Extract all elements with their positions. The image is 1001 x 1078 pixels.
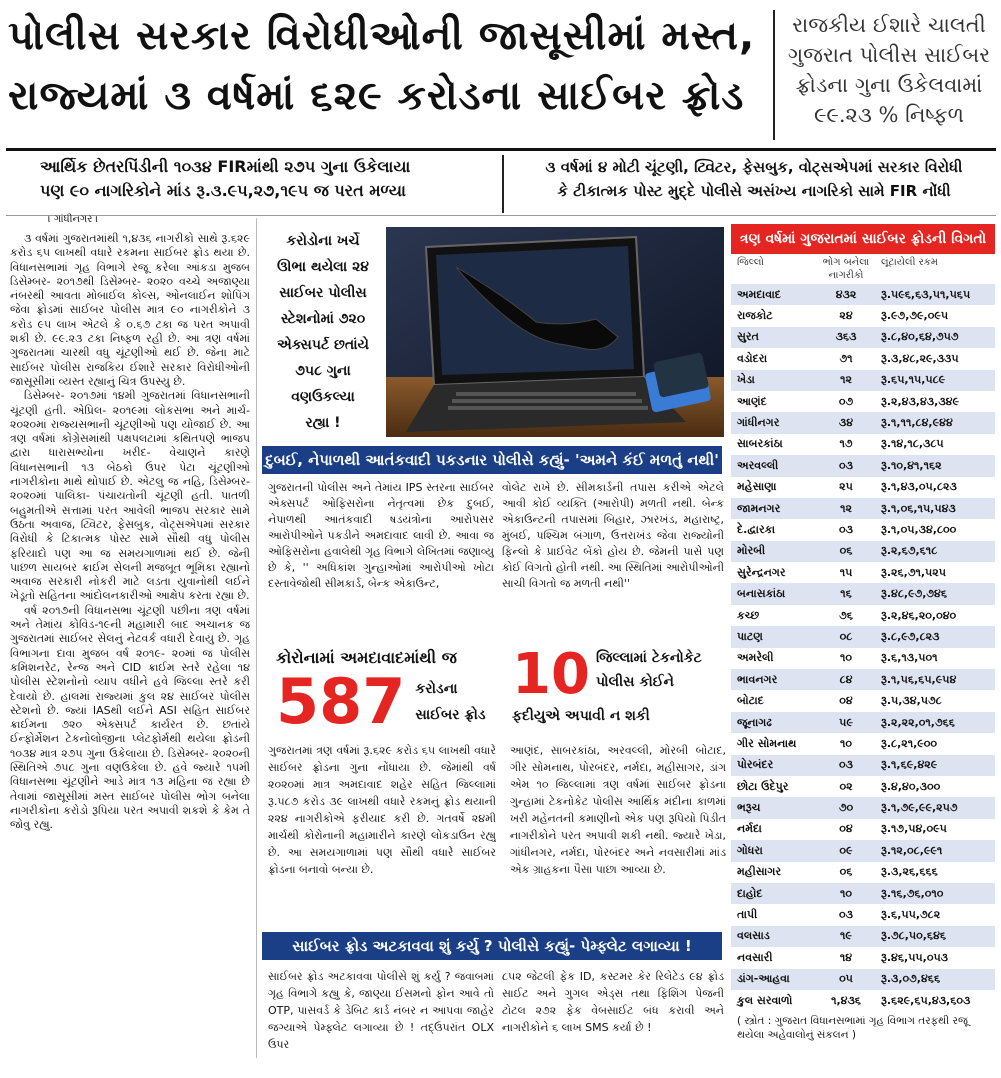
district-cell: કચ્છ — [737, 608, 760, 622]
box-kicker: કોરોનામાં અમદાવાદમાંથી જ — [276, 648, 457, 667]
table-row — [731, 434, 995, 455]
table-header — [731, 254, 995, 284]
victims-cell: ૧૭ — [839, 437, 853, 451]
table-row — [731, 904, 995, 925]
table-row — [731, 669, 995, 690]
district-cell: ડાંગ-આહવા — [737, 972, 790, 986]
amount-cell: રૂ.૨,૬૭,૬૧૮ — [881, 544, 938, 558]
headline-divider — [773, 10, 775, 140]
article-paragraph: વર્ષ ૨૦૧૭ની વિધાનસભા ચૂંટણી પછીના ત્રણ વર્ષમાં અને તેમાંય કોવિડ-૧૯ની મહામારી બાદ અચાનક જ ગુજરાતમાં સાઈબર સેલનું નેટવર્ક વધારી દેવાયુ છે. ગૃહ વિભાગના દાવા મુજબ વર્ષ ૨૦૧૯- ૨૦માં જ પોલીસ કમિશનરેટ, રેન્જ અને CID ક્રાઈમ સ્તરે રહેલા ૧૪ પોલીસ સ્ટેશનોનો વ્યાપ વધીને હવે જિલ્લા સ્તરે કરી દેવાયો છે. હાલમાં રાજ્યમાં કુલ ૨૪ સાઈબર પોલીસ સ્ટેશનો છે. જ્યાં IASથી લઈને ASI સહિત સાઈબર ક્રાઈમના ૭૨૦ એક્સપર્ટ કાર્યરત છે. છતાંયે ઈન્ફોર્મેશન ટેકનોલોજીના પ્લેટફોર્મથી થયેલા ફ્રોડની ૧૦૩૪ માત્ર ૨૭૫ ગુના ઉકેલાયા છે. ડિસેમ્બર- ૨૦૨૦ની સ્થિતિએ ૭૫૮ ગુના વણઉકેલા છે. હવે જ્યારે ૧૫મી વિધાનસભા ચૂંટણીને આડે માત્ર ૧૩ મહિના જ રહ્યા છે તેવામાં જાસૂસીમાં મસ્ત સાઈબર પોલીસ ભોગ બનેલા નાગરીકોના કરોડો રૂપિયા પરત અપાવી શકશે કે કેમ તે જોવુ રહ્યુ. — [10, 603, 250, 832]
table-body — [731, 284, 995, 1011]
victims-cell: ૪૩૨ — [835, 287, 857, 301]
table-source: ( સ્ત્રોત : ગુજરાત વિધાનસભામાં ગૃહ વિભાગ તરફથી રજૂ થયેલા અહેવાલોનું સંકલન ) — [737, 1015, 968, 1042]
table-row — [731, 348, 995, 369]
main-headline — [8, 6, 768, 126]
victims-cell: ૦૯ — [839, 843, 853, 857]
table-row — [731, 862, 995, 883]
victims-cell: ૦૨ — [839, 779, 853, 793]
amount-cell: રૂ.૧૨,૦૮,૯૯૧ — [881, 843, 943, 857]
amount-cell: રૂ.૧૭,૫૪,૦૯૫ — [881, 822, 947, 836]
district-cell: પાટણ — [737, 629, 763, 643]
district-cell: ભરૂચ — [737, 801, 761, 815]
amount-cell: રૂ.૧,૧૧,૮૪,૯૪૪ — [881, 416, 953, 430]
victims-cell: ૩૬૩ — [835, 330, 857, 344]
amount-cell: રૂ.૧૪,૧૮,૩૮૫ — [881, 437, 944, 451]
table-row — [731, 690, 995, 711]
district-cell: મહીસાગર — [737, 865, 782, 879]
column-header-amount: લૂંટાયેલી રકમ — [881, 257, 938, 268]
district-cell: ગાંધીનગર — [737, 416, 780, 430]
victims-cell: ૦૮ — [839, 629, 853, 643]
table-row — [731, 969, 995, 990]
district-cell: અરવલ્લી — [737, 458, 779, 472]
amount-cell: રૂ.૩,૦૭,૪૬૬ — [881, 972, 941, 986]
district-cell: સુરત — [737, 330, 759, 344]
side-headline-line: ગુજરાત પોલીસ સાઈબર — [787, 43, 991, 67]
victims-cell: ૦૩ — [839, 458, 853, 472]
victims-cell: ૦૪ — [839, 822, 853, 836]
victims-cell: ૦૫ — [839, 972, 853, 986]
district-cell: મહેસાણા — [737, 480, 777, 494]
table-row — [731, 648, 995, 669]
victims-cell: ૧૫ — [839, 565, 853, 579]
table-row — [731, 990, 995, 1011]
amount-cell: રૂ.૮,૯૭,૮૨૩ — [881, 629, 940, 643]
victims-cell: ૭૬ — [839, 608, 853, 622]
table-row — [731, 776, 995, 797]
district-cell: નર્મદા — [737, 822, 762, 836]
cyber-fraud-photo — [386, 227, 724, 437]
district-fraud-table — [731, 224, 995, 1045]
table-row — [731, 370, 995, 391]
box-unit-1: કરોડના — [415, 681, 458, 697]
photo-caption — [262, 228, 384, 436]
table-row — [731, 883, 995, 904]
amount-cell: રૂ.૧,૫૬,૬૫,૯૫૪ — [881, 672, 957, 686]
subhead-left — [10, 155, 504, 213]
victims-cell: ૦૭ — [838, 394, 854, 408]
box-right-line-3: ફદીયુએ અપાવી ન શકી — [512, 708, 650, 724]
table-row — [731, 477, 995, 498]
main-article-column — [10, 232, 250, 1062]
amount-cell: રૂ.૩,૪૮,૨૯,૩૩૫ — [881, 351, 959, 365]
amount-cell: રૂ.૯૭,૭૯,૦૯૫ — [881, 309, 949, 323]
side-headline-line: ૯૯.૨૩ % નિષ્ફળ — [813, 103, 965, 127]
district-cell: ગોધરા — [737, 843, 763, 857]
district-cell: વલસાડ — [737, 929, 770, 943]
article-paragraph: ૩ વર્ષમાં ગુજરાતમાંથી ૧,૪૩૬ નાગરીકો સાથે રૂ.૬૨૯ કરોડ ૬૫ લાખથી વધારે રકમના સાઈબર ફ્રોડ થયા છે. વિધાનસભામાં ગૃહ વિભાગે રજૂ કરેલા આંકડા મુજબ ડિસેમ્બર- ૨૦૧૭થી ડિસેમ્બર- ૨૦૨૦ વચ્ચે અજાણ્યા નંબરથી આવતા મોબાઈલ કોલ્સ, ઓનલાઈન શોપિંગ જેવા ફ્રોડમાં સાઈબર પોલીસ માત્ર ૯૦ નાગરીકોને ૩ કરોડ ૯૫ લાખ એટલે કે ૦.૬૭ ટકા જ પરત અપાવી શકી છે. ૯૯.૨૩ ટકા નિષ્ફળ રહી છે. આ ત્રણ વર્ષમાં ગુજરાતમાં ચારથી વધુ ચૂંટણીઓ થઈ છે. જેના માટે સાઈબર પોલીસ રાજકિય ઈશારે સરકાર વિરોધીઓની જાસૂસીમાં વ્યસ્ત રહ્યાનું ચિત્ર ઉપસ્યુ છે. — [10, 232, 250, 388]
ten-districts-text: આણંદ, સાબરકાંઠા, અરવલ્લી, મોરબી બોટાદ, ગીર સોમનાથ, પોરબંદર, નર્મદા, મહીસાગર, ડાંગ એમ ૧૦ જિલ્લામાં ત્રણ વર્ષમાં સાઈબર ફ્રોડના ગુન્હામાં ટેકનોકેટ પોલીસ આર્થિક મંદીના કાળમાં ખરી મહેનતની કમાણીનો એક પણ રૂપિયો પિડીત નાગરીકોને પરત અપાવી શકી નથી. જ્યારે ખેડા, ગાંધીનગર, નર્મદા, પોરબંદર અને નવસારીમાં માંડ એક ગ્રાહકના પૈસા પાછા આવ્યા છે. — [510, 744, 726, 876]
district-cell: વડોદરા — [737, 351, 768, 365]
amount-cell: રૂ.૮,૨૧,૯૦૦ — [881, 736, 938, 750]
column-header-victims: ભોગ બનેલા નાગરીકો — [822, 257, 870, 281]
article-paragraph: ડિસેમ્બર- ૨૦૧૭માં ૧૪મી ગુજરાતમાં વિધાનસભાની ચૂંટણી હતી. એપ્રિલ- ૨૦૧૯માં લોકસભા અને માર્ચ- ૨૦૨૦માં રાજ્યસભાની ચૂંટણીઓ પણ યોજાઈ છે. આ ત્રણ વર્ષમાં કોંગ્રેસમાંથી પક્ષપલટામાં કથિતપણે ભાજપ દ્વારા ધારાસભ્યોના ખરીદ- વેચાણને કારણે વિધાનસભાની ૧૩ બેઠકો ઉપર પેટા ચૂંટણીઓ નાગરીકોના માથે થોપાઈ છે. એટલુ જ નહિ, ડિસેમ્બર- ૨૦૨૦માં પાલિકા- પંચાયતોની ચૂંટણી હતી. પાતળી બહુમતીએ સત્તામાં પરત આવેલી ભાજપ સરકાર સામે ઉઠતા અવાજ, ટ્વિટર, ફેસબુક, વોટ્સએપમાં સરકાર વિરોધી કે ટિકાત્મક પોસ્ટ સામે સૌથી વધુ પોલીસ ફરિયાદો પણ આ જ સમયગાળામાં થઈ છે. જેની પાછળ સાયબર ક્રાઈમ સેલની મજબૂત ભૂમિકા રહ્યાનો અવાજ સરકારી નોકરી માટે લડતા યુવાનોથી લઈને ખેડૂતો સહિતના આંદોલનકારીઓ આક્ષેપ કરતા રહ્યા છે. — [10, 389, 250, 603]
amount-cell: રૂ.૪,૪૦,૩૦૦ — [881, 779, 941, 793]
table-row — [731, 305, 995, 326]
table-row — [731, 391, 995, 412]
victims-cell: ૧૦ — [839, 736, 852, 750]
box-right-line-1: જિલ્લામાં ટેકનોકેટ — [595, 650, 702, 666]
subhead-right — [510, 155, 998, 213]
district-cell: ગીર સોમનાથ — [737, 736, 797, 750]
table-row — [731, 712, 995, 733]
victims-cell: ૫૯ — [839, 715, 853, 729]
table-row — [731, 455, 995, 476]
photo-caption-line: સાઈબર પોલીસ — [279, 285, 367, 301]
photo-caption-line: રહ્યા ! — [305, 415, 341, 431]
table-row — [731, 926, 995, 947]
subhead-right-line: કે ટીકાત્મક પોસ્ટ મુદ્દે પોલીસે અસંખ્ય નાગરિકો સામે FIR નોંધી — [557, 182, 951, 200]
table-title: ત્રણ વર્ષમાં ગુજરાતમાં સાઈબર ફ્રોડની વિગતો — [731, 224, 995, 254]
band2-text-right: ૮૫૨ જેટલી ફેક ID, કસ્ટમર કેર રિલેટેડ ૯૪ ફ્રોડ સાઈટ અને ગુગલ એડ્સ તથા ફિશિંગ પેજની ટોટલ ૨૭૨ ફેક વેબસાઈટ બંધ કરાવી અને નાગરીકોને ૬ લાખ SMS કર્યા છે ! — [502, 970, 724, 1034]
photo-caption-line: એક્સપર્ટ છતાંયે — [276, 337, 370, 353]
district-cell: જૂનાગઢ — [737, 715, 772, 729]
column-header-district: જિલ્લો — [737, 257, 764, 268]
district-cell: તાપી — [737, 908, 758, 922]
victims-cell: ૨૫ — [839, 480, 853, 494]
victims-cell: ૦૩ — [839, 908, 853, 922]
laptop-hand-illustration — [386, 227, 724, 437]
victims-cell: ૦૩ — [839, 758, 853, 772]
amount-cell: રૂ.૧,૬૯,૪૨૯ — [881, 758, 938, 772]
table-row — [731, 541, 995, 562]
subhead-right-line: ૩ વર્ષમાં ૪ મોટી ચૂંટણી, ટ્વિટર, ફેસબુક, વોટ્સએપમાં સરકાર વિરોધી — [545, 158, 963, 176]
headline-line-2: રાજ્યમાં ૩ વર્ષમાં ૬૨૯ કરોડના સાઈબર ફ્રોડ — [8, 73, 745, 119]
victims-cell: ૧૬ — [840, 587, 852, 601]
amount-cell: રૂ.૮,૪૦,૬૪,૭૫૭ — [881, 330, 959, 344]
district-cell: સુરેન્દ્રનગર — [737, 565, 786, 579]
amount-cell: રૂ.૨,૪૩,૪૩,૩૪૯ — [881, 394, 959, 408]
table-row — [731, 840, 995, 861]
table-row — [731, 412, 995, 433]
victims-cell: ૧૨ — [840, 501, 852, 515]
photo-caption-line: ઊભા થયેલા ૨૪ — [277, 259, 369, 275]
amount-cell: રૂ.૨૬,૭૧,૫૨૫ — [881, 565, 946, 579]
top-rule — [6, 148, 996, 151]
victims-cell: ૦૩ — [839, 522, 853, 536]
victims-cell: ૧૪ — [839, 950, 853, 964]
district-cell: જામનગર — [737, 501, 781, 515]
side-headline-line: ફ્રોડના ગુના ઉકેલવામાં — [795, 73, 983, 97]
district-cell: બનાસકાંઠા — [737, 587, 786, 601]
table-row — [731, 284, 995, 305]
victims-cell: ૨૪ — [839, 309, 853, 323]
amount-cell: રૂ.૧૦,૪૧,૧૬૨ — [881, 458, 942, 472]
district-cell: બોટાદ — [737, 694, 764, 708]
victims-cell: ૭૦ — [838, 801, 854, 815]
district-cell: અમદાવાદ — [737, 287, 781, 301]
victims-cell: ૭૧ — [839, 351, 853, 365]
headline-line-1: પોલીસ સરકાર વિરોધીઓની જાસૂસીમાં મસ્ત, — [8, 13, 756, 59]
victims-cell: ૧૯ — [840, 929, 852, 943]
table-row — [731, 583, 995, 604]
band1-text-left: ગુજરાતની પોલીસ અને તેમાંય IPS સ્તરના સાઈબર એક્સપર્ટ ઓફિસરોના નેતૃત્વમાં છેક દુબઈ, નેપાળથી આતંકવાદી ષડયંત્રોના આરોપસર આરોપીઓને પકડીને અમદાવાદ લાવી છે. આવા જ ઓફિસરોના હવાલેથી ગૃહ વિભાગે લેખિતમાં જણાવ્યુ છે કે, '' અધિકાંશ ગુન્હાઓમાં આરોપીઓ ખોટા દસ્તાવેજોથી સીમકાર્ડ, બેન્ક એકાઉન્ટ, — [268, 481, 494, 590]
district-cell: ભાવનગર — [737, 672, 778, 686]
table-row — [731, 626, 995, 647]
section-band-2: સાઈબર ફ્રોડ અટકાવવા શું કર્યુ ? પોલીસે કહ્યું- પેમ્ફ્લેટ લગાવ્યા ! — [262, 932, 722, 960]
box-right-line-2: પોલીસ કોઈને — [595, 674, 674, 690]
photo-caption-line: ૭૫૮ ગુના — [295, 363, 351, 379]
side-headline — [784, 10, 994, 130]
amount-cell: રૂ.૧,૭૯,૯૯,૨૫૭ — [881, 801, 958, 815]
amount-cell: રૂ.૫૯૬,૬૩,૫૧,૫૬૫ — [881, 287, 971, 301]
amount-cell: રૂ.૬,૫૫,૭૮૨ — [881, 908, 941, 922]
subhead-left-line: પણ ૯૦ નાગરિકોને માંડ રૂ.૩.૯૫,૨૭,૧૯૫ જ પરત મળ્યા — [40, 181, 406, 200]
district-cell: સાબરકાંઠા — [737, 437, 783, 451]
district-cell: છોટા ઉદેપુર — [737, 779, 789, 793]
amount-cell: રૂ.૫,૩૪,૫૭૮ — [881, 694, 942, 708]
victims-cell: ૦૪ — [839, 694, 853, 708]
table-row — [731, 947, 995, 968]
amount-cell: રૂ.૬૫,૧૫,૫૮૯ — [881, 373, 946, 387]
table-row — [731, 733, 995, 754]
table-row — [731, 327, 995, 348]
district-cell: મોરબી — [737, 544, 766, 558]
victims-cell: ૧૨ — [840, 373, 852, 387]
column-rule — [256, 218, 257, 1058]
district-cell: અમરેલી — [737, 651, 774, 665]
victims-cell: ૧૦ — [839, 651, 852, 665]
amount-cell: રૂ.૬૨૯,૬૫,૪૩,૬૦૩ — [881, 993, 971, 1007]
table-row — [731, 498, 995, 519]
amount-cell: રૂ.૪૬,૫૫,૦૫૩ — [881, 950, 948, 964]
amount-cell: રૂ.૨,૨૨,૦૧,૭૬૬ — [881, 715, 955, 729]
amount-cell: રૂ.૩,૨૬,૬૬૬ — [881, 865, 938, 879]
victims-cell: ૧૦ — [839, 886, 852, 900]
amount-cell: રૂ.૧,૪૩,૦૫,૮૨૩ — [881, 480, 957, 494]
photo-caption-line: કરોડોના ખર્ચે — [286, 233, 360, 249]
box-unit-2: સાઈબર ફ્રોડ — [415, 707, 486, 723]
table-row — [731, 562, 995, 583]
district-cell: ખેડા — [737, 373, 755, 387]
side-headline-line: રાજકીય ઈશારે ચાલતી — [792, 13, 986, 37]
amount-cell: રૂ.૧,૦૫,૩૪,૮૦૦ — [881, 522, 957, 536]
amount-cell: રૂ.૪૮,૯૭,૭૪૬ — [881, 587, 948, 601]
amount-cell: રૂ.૬,૧૩,૫૦૧ — [881, 651, 938, 665]
table-row — [731, 605, 995, 626]
district-cell: રાજકોટ — [737, 309, 773, 323]
table-row — [731, 819, 995, 840]
ahmedabad-text: ગુજરાતમાં ત્રણ વર્ષમાં રૂ.૬૨૯ કરોડ ૬૫ લાખથી વધારે સાઈબર ફ્રોડના ગુના નોંધાયા છે. જેમાંથી વર્ષ ૨૦૨૦માં માત્ર અમદાવાદ શહેર સહિત જિલ્લામાં રૂ.૫૮૭ કરોડ ૩૯ લાખથી વધારે રકમનું ફ્રોડ થયાની ૨૨૪ નાગરીકોએ ફરીયાદ કરી છે. ગતવર્ષે ૨૪મી માર્ચથી કોરોનાની મહામારીને કારણે લોકડાઉન રહ્યુ છે. આ સમયગાળામાં પણ સૌથી વધારે સાઈબર ફ્રોડના બનાવો બન્યા છે. — [268, 744, 496, 876]
victims-cell: ૧,૪૩૬ — [831, 993, 861, 1007]
ahmedabad-587-box — [276, 646, 496, 738]
district-cell: નવસારી — [737, 950, 773, 964]
ten-districts-box — [512, 642, 726, 728]
district-cell: પોરબંદર — [737, 758, 774, 772]
big-number-10: 10 — [512, 642, 590, 707]
victims-cell: ૦૬ — [839, 544, 853, 558]
table-row — [731, 755, 995, 776]
victims-cell: ૩૪ — [838, 416, 854, 430]
victims-cell: ૮૪ — [839, 672, 853, 686]
table-row — [731, 797, 995, 818]
district-cell: દે.દ્વારકા — [737, 522, 776, 536]
district-cell: આણંદ — [737, 394, 767, 408]
subhead-left-line: આર્થિક છેતરપિંડીની ૧૦૩૪ FIRમાંથી ૨૭૫ ગુના ઉકેલાયા — [40, 157, 411, 176]
photo-caption-line: સ્ટેશનોમાં ૭૨૦ — [280, 311, 366, 327]
victims-cell: ૦૬ — [839, 865, 853, 879]
amount-cell: રૂ.૧૬,૭૬,૦૧૦ — [881, 886, 944, 900]
table-row — [731, 519, 995, 540]
district-cell: કુલ સરવાળો — [737, 993, 793, 1007]
dateline: । ગાંધીનગર । — [48, 214, 99, 225]
amount-cell: રૂ.૭૮,૫૦,૬૪૬ — [881, 929, 947, 943]
band1-text-right: વોલેટ રાખે છે. સીમકાર્ડની તપાસ કરીએ એટલે આવી કોઈ વ્યક્તિ (આરોપી) મળતી નથી. બેન્ક એકાઉન્ટની તપાસમાં બિહાર, ઝારખંડ, મહારાષ્ટ્ર, મુંબઈ, પશ્ચિમ બંગાળ, ઉત્તરાખંડ જેવા રાજ્યોની ફિન્લો કે પ્રાઈવેટ બેંકો હોય છે. જેમની પાસે પણ કોઈ વિગતો હોતી નથી. આ સ્થિતિમાં આરોપીઓની સાચી વિગતો જ મળતી નથી'' — [502, 481, 724, 590]
photo-caption-line: વણઉકલ્યા — [291, 389, 355, 405]
district-cell: દાહોદ — [737, 886, 763, 900]
amount-cell: રૂ.૨,૪૬,૨૦,૦૪૦ — [881, 608, 957, 622]
big-number-587: 587 — [276, 665, 406, 738]
band2-text-left: સાઈબર ફ્રોડ અટકાવવા પોલીસે શું કર્યુ ? જવાબમાં ગૃહ વિભાગે કહ્યુ કે, જાણ્યા ઈસમનો ફોન આવે તો OTP, પાસવર્ડ કે ડેબિટ કાર્ડ નંબર ન આપવા જાહેર જગ્યાએ પેમ્ફ્લેટ લગાવ્યા છે ! તદ્ઉપરાંત OLX ઉપર — [268, 970, 494, 1051]
amount-cell: રૂ.૧,૦૬,૧૫,૫૪૩ — [881, 501, 956, 515]
section-band-1: દુબઈ, નેપાળથી આતંકવાદી પકડનાર પોલીસે કહ્યું- 'અમને કંઈ મળતું નથી' — [262, 446, 722, 474]
subhead-rule — [6, 215, 996, 216]
